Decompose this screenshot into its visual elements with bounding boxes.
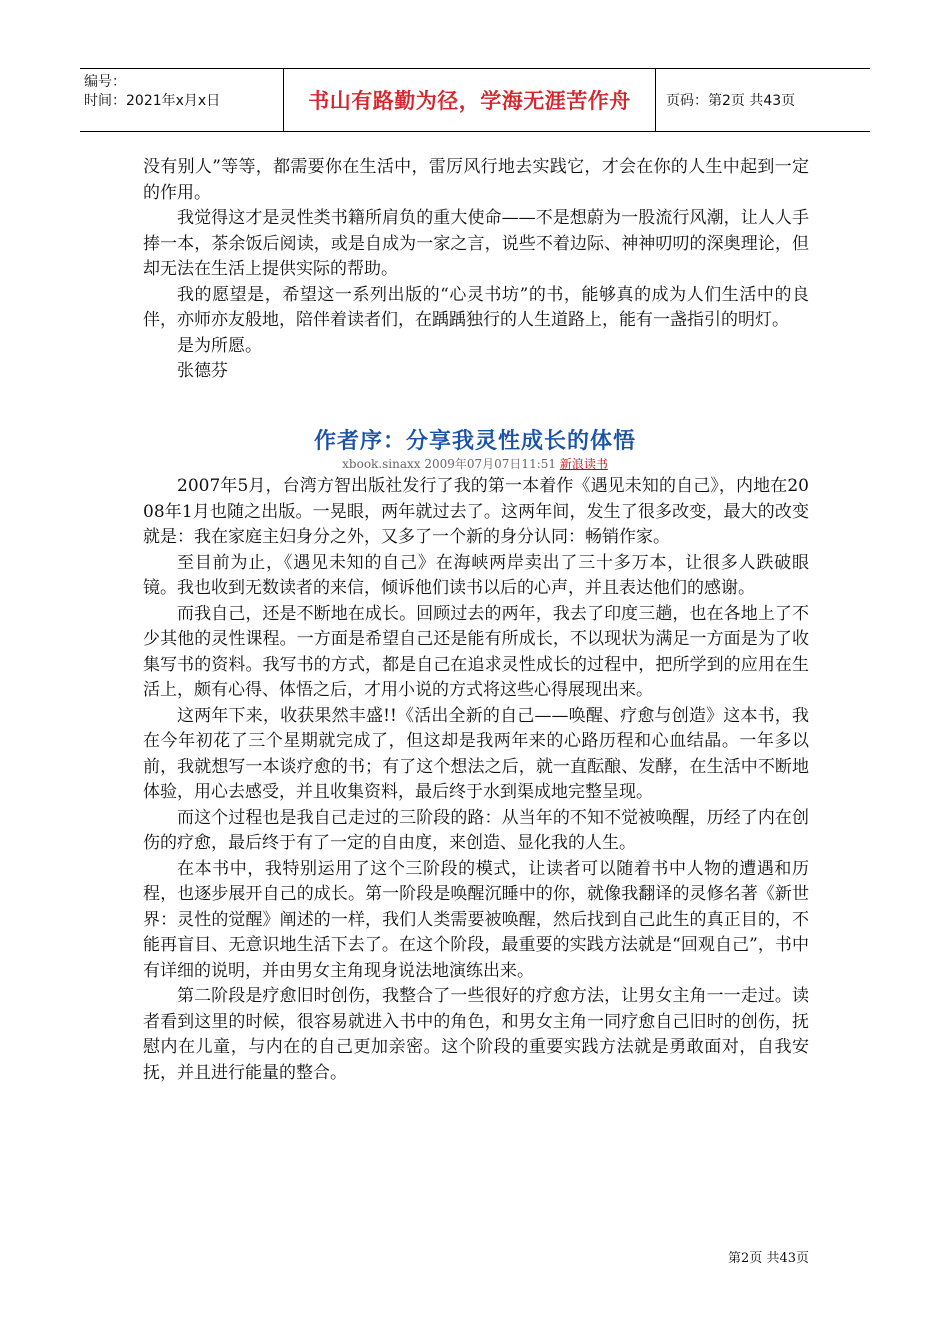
number-label: 编号： bbox=[84, 74, 126, 90]
paragraph: 没有别人”等等，都需要你在生活中，雷厉风行地去实践它，才会在你的人生中起到一定的作用。 bbox=[143, 157, 809, 203]
page-header bbox=[80, 68, 870, 132]
paragraph: 而这个过程也是我自己走过的三阶段的路：从当年的不知不觉被唤醒，历经了内在创伤的疗愈，最后终于有了一定的自由度，来创造、显化我的人生。 bbox=[143, 807, 809, 853]
signature: 张德芬 bbox=[177, 361, 228, 381]
paragraph: 是为所愿。 bbox=[177, 335, 262, 356]
header-page-info: 页码：第2页 共43页 bbox=[666, 93, 796, 109]
article-title: 作者序：分享我灵性成长的体悟 bbox=[313, 429, 636, 454]
date-line: 时间：2021年x月x日 bbox=[84, 93, 221, 109]
paragraph: 至目前为止，《遇见未知的自己》在海峡两岸卖出了三十多万本，让很多人跌破眼镜。我也收到无数读者的来信，倾诉他们读书以后的心声，并且表达他们的感谢。 bbox=[143, 552, 809, 598]
paragraph: 我的愿望是，希望这一系列出版的“心灵书坊”的书，能够真的成为人们生活中的良伴，亦师亦友般地，陪伴着读者们，在踽踽独行的人生道路上，能有一盏指引的明灯。 bbox=[143, 284, 809, 330]
paragraph: 第二阶段是疗愈旧时创伤，我整合了一些很好的疗愈方法，让男女主角一一走过。读者看到这里的时候，很容易就进入书中的角色，和男女主角一同疗愈自己旧时的创伤，抚慰内在儿童，与内在的自己更加亲密。这个阶段的重要实践方法就是勇敢面对，自我安抚，并且进行能量的整合。 bbox=[143, 986, 809, 1083]
paragraph: 我觉得这才是灵性类书籍所肩负的重大使命——不是想蔚为一股流行风潮，让人人手捧一本，茶余饭后阅读，或是自成为一家之言，说些不着边际、神神叨叨的深奥理论，但却无法在生活上提供实际的帮助。 bbox=[143, 208, 809, 279]
byline-source: xbook.sinaxx 2009年07月07日11:51 bbox=[342, 457, 557, 471]
motto: 书山有路勤为径，学海无涯苦作舟 bbox=[308, 89, 631, 113]
paragraph: 而我自己，还是不断地在成长。回顾过去的两年，我去了印度三趟，也在各地上了不少其他的灵性课程。一方面是希望自己还是能有所成长，不以现状为满足一方面是为了收集写书的资料。我写书的方式，都是自己在追求灵性成长的过程中，把所学到的应用在生活上，颇有心得、体悟之后，才用小说的方式将这些心得展现出来。 bbox=[143, 603, 809, 700]
paragraph: 2007年5月，台湾方智出版社发行了我的第一本着作《遇见未知的自己》，内地在2008年1月也随之出版。一晃眼，两年就过去了。这两年间，发生了很多改变，最大的改变就是：我在家庭主妇身分之外，又多了一个新的身分认同：畅销作家。 bbox=[143, 476, 809, 547]
header-meta bbox=[80, 69, 284, 131]
source-link[interactable]: 新浪读书 bbox=[559, 457, 608, 471]
paragraph: 在本书中，我特别运用了这个三阶段的模式，让读者可以随着书中人物的遭遇和历程，也逐步展开自己的成长。第一阶段是唤醒沉睡中的你，就像我翻译的灵修名著《新世界：灵性的觉醒》阐述的一样，我们人类需要被唤醒，然后找到自己此生的真正目的，不能再盲目、无意识地生活下去了。在这个阶段，最重要的实践方法就是“回观自己”，书中有详细的说明，并由男女主角现身说法地演练出来。 bbox=[143, 858, 809, 981]
page-footer: 第2页 共43页 bbox=[728, 1251, 809, 1266]
preface-end bbox=[143, 155, 809, 385]
paragraph: 这两年下来，收获果然丰盛!!《活出全新的自己——唤醒、疗愈与创造》这本书，我在今年初花了三个星期就完成了，但这却是我两年来的心路历程和心血结晶。一年多以前，我就想写一本谈疗愈的书；有了这个想法之后，就一直酝酿、发酵，在生活中不断地体验，用心去感受，并且收集资料，最后终于水到渠成地完整呈现。 bbox=[143, 705, 809, 802]
article-byline bbox=[0, 455, 950, 472]
article-body bbox=[143, 474, 809, 1086]
header-motto-cell bbox=[284, 69, 656, 131]
